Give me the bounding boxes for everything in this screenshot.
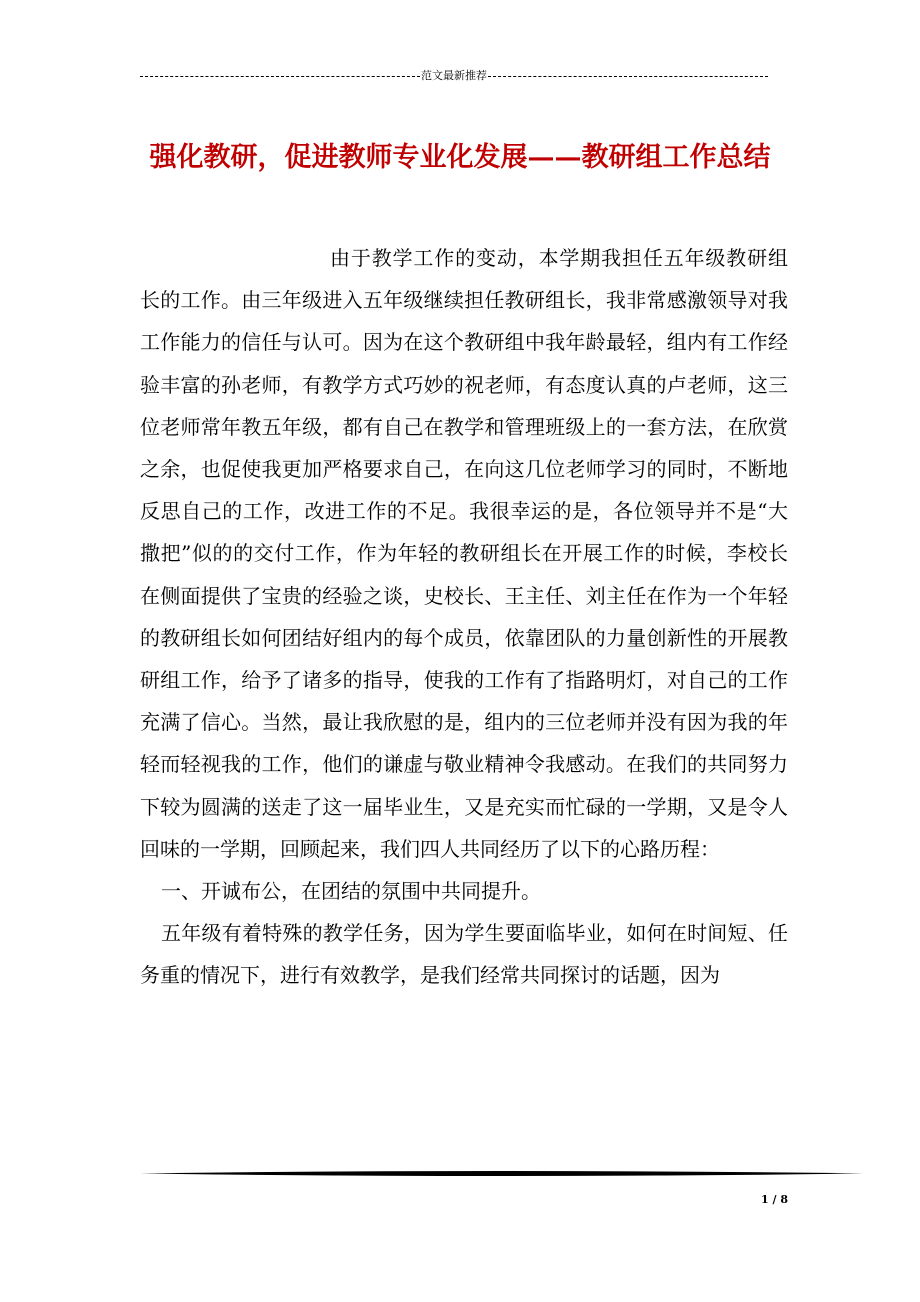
header-label: 范文最新推荐 <box>421 69 487 82</box>
document-body <box>140 237 788 997</box>
header-dash-right <box>488 76 768 77</box>
paragraph-section-1: 五年级有着特殊的教学任务，因为学生要面临毕业，如何在时间短、任务重的情况下，进行有效教学，是我们经常共同探讨的话题，因为 <box>140 921 788 988</box>
paragraph-intro: 由于教学工作的变动，本学期我担任五年级教研组长的工作。由三年级进入五年级继续担任教研组长，我非常感激领导对我工作能力的信任与认可。因为在这个教研组中我年龄最轻，组内有工作经验丰富的孙老师，有教学方式巧妙的祝老师，有态度认真的卢老师，这三位老师常年教五年级，都有自己在教学和管理班级上的一套方法，在欣赏之余，也促使我更加严格要求自己，在向这几位老师学习的同时，不断地反思自己的工作，改进工作的不足。我很幸运的是，各位领导并不是“大撒把”似的的交付工作，作为年轻的教研组长在开展工作的时候，李校长在侧面提供了宝贵的经验之谈，史校长、王主任、刘主任在作为一个年轻的教研组长如何团结好组内的每个成员，依靠团队的力量创新性的开展教研组工作，给予了诸多的指导，使我的工作有了指路明灯，对自己的工作充满了信心。当然，最让我欣慰的是，组内的三位老师并没有因为我的年轻而轻视我的工作，他们的谦虚与敬业精神令我感动。在我们的共同努力下较为圆满的送走了这一届毕业生，又是充实而忙碌的一学期，又是令人回味的一学期，回顾起来，我们四人共同经历了以下的心路历程： <box>140 246 788 861</box>
section-heading-1: 一、开诚布公，在团结的氛围中共同提升。 <box>161 879 541 904</box>
header-dash-left <box>140 76 420 77</box>
footer-rule <box>140 1170 864 1177</box>
document-title: 强化教研，促进教师专业化发展——教研组工作总结 <box>149 142 771 174</box>
page-number: 1 / 8 <box>761 1193 788 1206</box>
page-header <box>140 68 768 84</box>
